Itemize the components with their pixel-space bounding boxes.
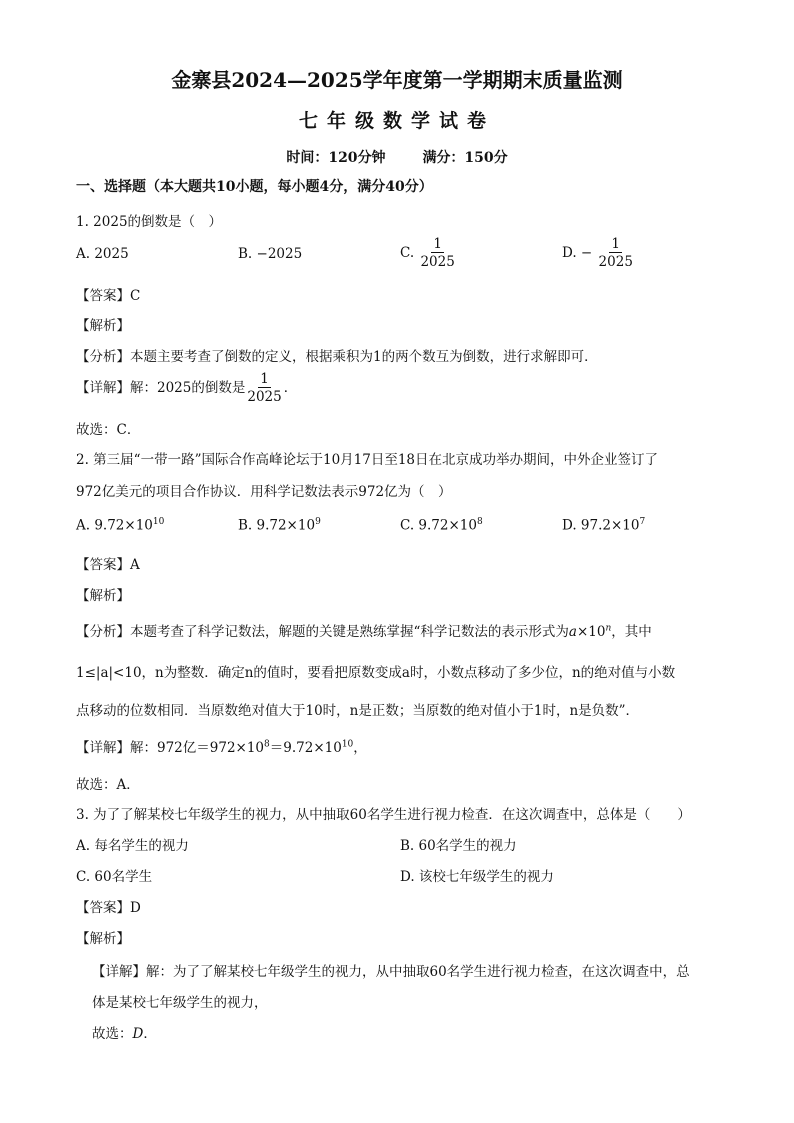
q3-stem: 3. 为了了解某校七年级学生的视力，从中抽取60名学生进行视力检查．在这次调查中，总体是（ ） xyxy=(76,807,691,823)
q3-detail-line2: 体是某校七年级学生的视力， xyxy=(92,995,268,1011)
q3-choose xyxy=(92,1022,157,1042)
q1-detail xyxy=(76,371,297,406)
q1-answer: 【答案】C xyxy=(76,288,141,304)
q2-option-a-exp: 10 xyxy=(152,517,165,527)
q3-option-d: D. 该校七年级学生的视力 xyxy=(400,869,554,885)
q1-choose: 故选：C． xyxy=(76,422,141,438)
fraction-denominator: 2025 xyxy=(598,254,633,270)
exam-time: 时间：120分钟 xyxy=(286,150,386,166)
q1-analysis: 【分析】本题主要考查了倒数的定义，根据乘积为1的两个数互为倒数，进行求解即可． xyxy=(76,349,598,365)
q3-option-b: B. 60名学生的视力 xyxy=(400,838,517,854)
q2-option-d xyxy=(562,517,645,534)
q2-jiexi: 【解析】 xyxy=(76,588,130,604)
q2-detail-text: 【详解】解：972亿＝972×10 xyxy=(76,740,265,756)
q2-answer: 【答案】A xyxy=(76,557,140,573)
q1-option-d-fraction xyxy=(599,236,633,271)
q2-analysis-times: ×10 xyxy=(576,624,606,640)
q2-option-d-text: D. 97.2×10 xyxy=(562,517,640,534)
q1-option-c-fraction xyxy=(420,236,454,271)
q1-option-d xyxy=(562,236,635,271)
section-heading: 一、选择题（本大题共10小题，每小题4分，满分40分） xyxy=(76,179,433,195)
q1-option-a: A. 2025 xyxy=(76,246,129,262)
q2-stem-line1: 2. 第三届“一带一路”国际合作高峰论坛于10月17日至18日在北京成功举办期间，中外企业签订了 xyxy=(76,452,659,468)
q3-answer: 【答案】D xyxy=(76,900,141,916)
q2-option-a xyxy=(76,517,164,534)
q2-detail-exp2: 10 xyxy=(341,739,354,750)
q2-analysis-line1 xyxy=(76,620,652,640)
q2-analysis-line3: 点移动的位数相同．当原数绝对值大于10时，n是正数；当原数的绝对值小于1时，n是负数”． xyxy=(76,703,640,719)
exam-title: 金寨县2024—2025学年度第一学期期末质量监测 xyxy=(171,68,623,92)
exam-subtitle: 七年级数学试卷 xyxy=(298,110,495,132)
q3-choose-var: D xyxy=(132,1026,144,1042)
q1-option-d-label: D. − xyxy=(562,245,593,261)
q2-analysis-end: ，其中 xyxy=(611,624,652,640)
q2-option-a-text: A. 9.72×10 xyxy=(76,517,153,534)
q2-choose: 故选：A． xyxy=(76,777,140,793)
q1-option-b: B. −2025 xyxy=(238,246,303,262)
q2-option-c xyxy=(400,517,483,534)
q1-stem: 1. 2025的倒数是（ ） xyxy=(76,214,223,230)
q2-analysis-text: 【分析】本题考查了科学记数法，解题的关键是熟练掌握“科学记数法的表示形式为 xyxy=(76,624,569,640)
q1-detail-end: ． xyxy=(283,380,298,396)
q1-detail-fraction xyxy=(247,371,281,406)
q3-choose-end: ． xyxy=(143,1026,157,1042)
exam-info xyxy=(0,147,794,167)
q2-detail xyxy=(76,736,367,756)
q2-option-b-text: B. 9.72×10 xyxy=(238,517,316,534)
fraction-denominator: 2025 xyxy=(247,389,282,405)
fraction-numerator: 1 xyxy=(260,371,269,387)
fraction-denominator: 2025 xyxy=(420,254,455,270)
q2-analysis-exp: n xyxy=(605,623,612,634)
q1-option-c-label: C. xyxy=(400,245,415,261)
q3-choose-text: 故选： xyxy=(92,1026,133,1042)
q2-analysis-line2: 1≤|a|<10，n为整数．确定n的值时，要看把原数变成a时，小数点移动了多少位，n的绝对值与小数 xyxy=(76,665,676,681)
q2-option-b xyxy=(238,517,321,534)
exam-score: 满分：150分 xyxy=(422,150,508,166)
q2-option-b-exp: 9 xyxy=(315,517,321,527)
fraction-numerator: 1 xyxy=(433,236,442,252)
q2-option-c-exp: 8 xyxy=(476,517,483,527)
q1-detail-text: 【详解】解：2025的倒数是 xyxy=(76,380,246,396)
fraction-numerator: 1 xyxy=(611,236,621,252)
q2-option-d-exp: 7 xyxy=(639,517,646,527)
q3-detail-line1: 【详解】解：为了了解某校七年级学生的视力，从中抽取60名学生进行视力检查，在这次调查中，总 xyxy=(92,964,690,980)
q2-analysis-var-a: a xyxy=(568,624,577,640)
q2-detail-exp1: 8 xyxy=(264,739,270,750)
q2-detail-mid: ＝9.72×10 xyxy=(269,740,342,756)
q2-option-c-text: C. 9.72×10 xyxy=(400,517,477,534)
q3-option-a: A. 每名学生的视力 xyxy=(76,838,189,854)
q2-detail-end: ， xyxy=(353,740,367,756)
q1-option-c xyxy=(400,236,457,271)
q3-jiexi: 【解析】 xyxy=(76,931,130,947)
q3-option-c: C. 60名学生 xyxy=(76,869,153,885)
q1-jiexi: 【解析】 xyxy=(76,318,130,334)
q2-stem-line2: 972亿美元的项目合作协议．用科学记数法表示972亿为（ ） xyxy=(76,484,452,500)
